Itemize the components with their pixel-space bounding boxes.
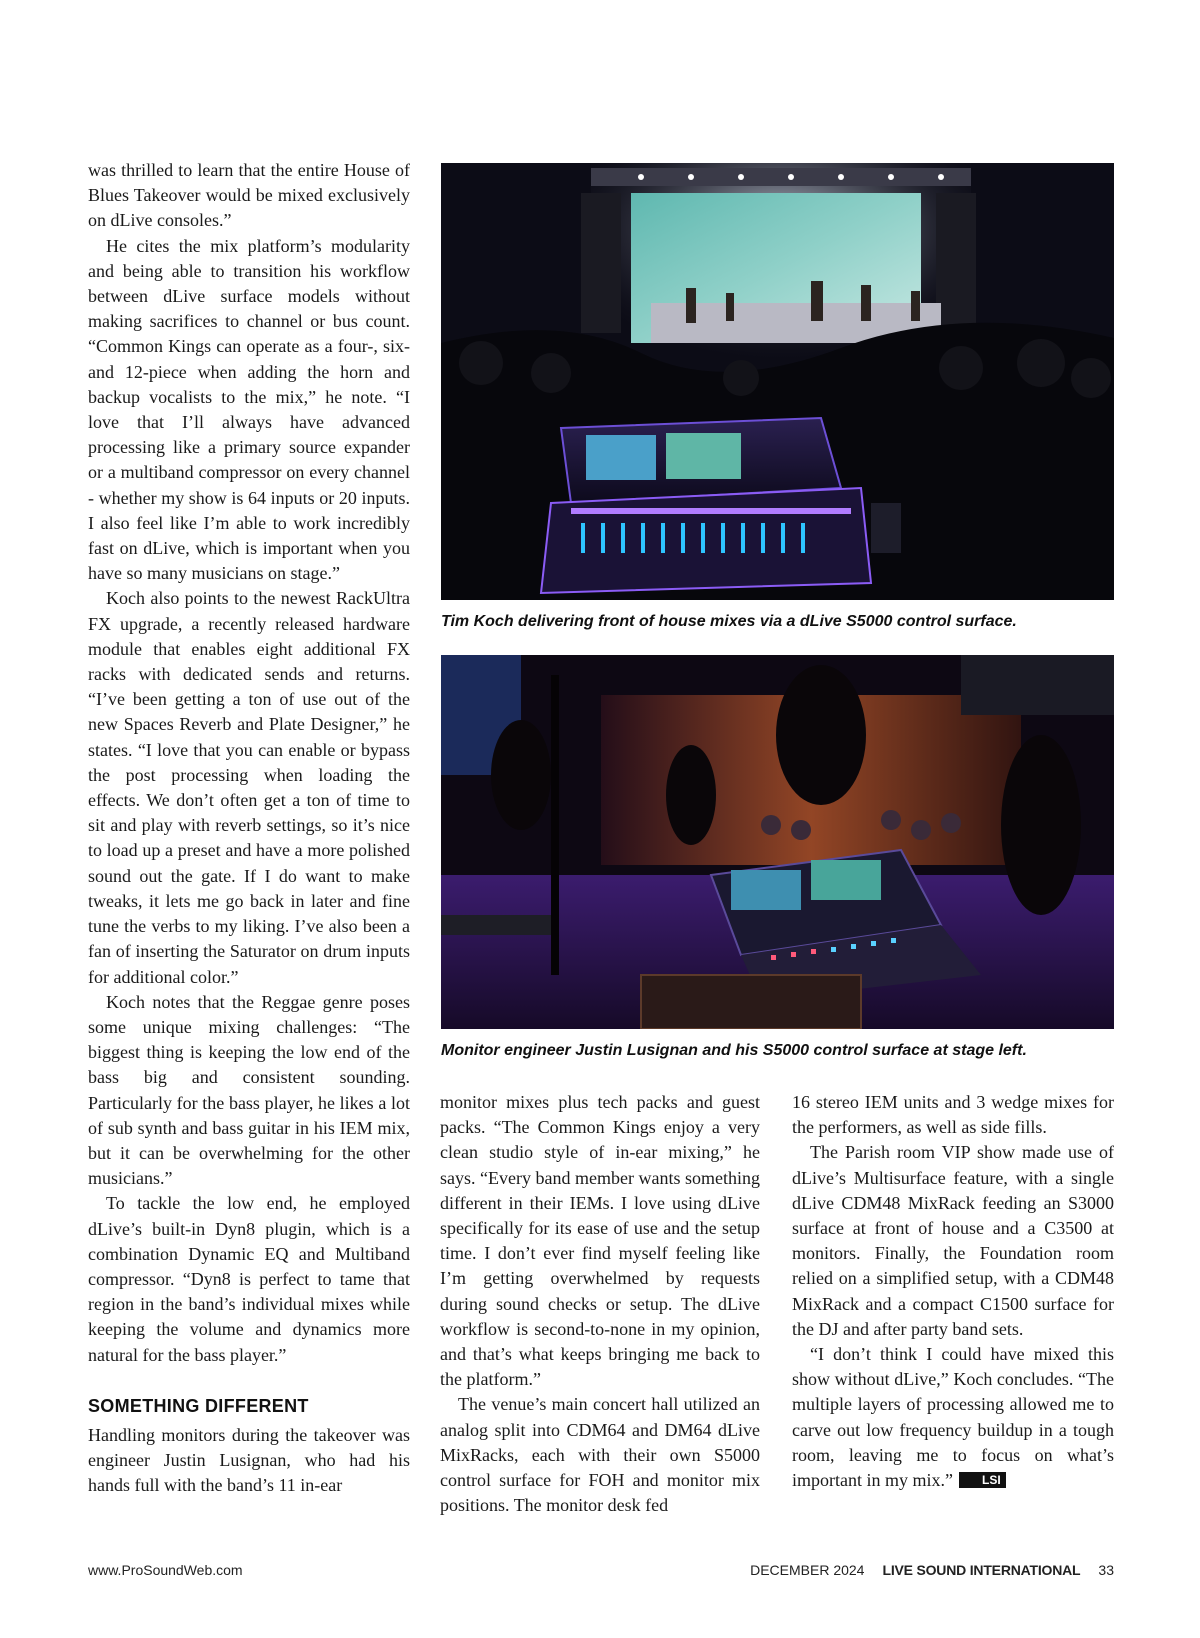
stage-photo-illustration: [441, 655, 1114, 1029]
page-number: 33: [1098, 1562, 1114, 1578]
photo-caption-top: Tim Koch delivering front of house mixes via a dLive S5000 control surface.: [441, 613, 1017, 630]
paragraph: was thrilled to learn that the entire House of Blues Takeover would be mixed exclusively on dLive consoles.”: [88, 160, 410, 231]
paragraph: The venue’s main concert hall utilized an analog split into CDM64 and DM64 dLive MixRacks, each with their own S5000 control surface for FOH and monitor mix positions. The monitor desk fed: [440, 1394, 760, 1516]
paragraph: Koch also points to the newest RackUltra FX upgrade, a recently released hardware module that enables eight additional FX racks with dedicated sends and returns. “I’ve been getting a ton of use out of the new Spaces Reverb and Plate Designer,” he states. “I love that you can enable or bypass the post processing when loading the effects. We don’t often get a ton of time to sit and play with reverb settings, so it’s nice to load up a preset and have a more polished sound out the gate. If I do want to make tweaks, it lets me go back in later and fine tune the verbs to my liking. I’ve also been a fan of inserting the Saturator on drum inputs for additional color.”: [88, 588, 410, 987]
closing-paragraph-text: “I don’t think I could have mixed this show without dLive,” Koch concludes. “The multiple layers of processing allowed me to carve out low frequency buildup in a tough room, leaving me to focus on what’s important in my mix.”: [792, 1344, 1114, 1491]
paragraph: monitor mixes plus tech packs and guest packs. “The Common Kings enjoy a very clean studio style of in-ear mixing,” he says. “Every band member wants something different in their IEMs. I love using dLive specifically for its ease of use and the setup time. I don’t ever find myself feeling like I’m getting overwhelmed by requests during sound checks or setup. The dLive workflow is second-to-none in my opinion, and that’s what keeps bringing me back to the platform.”: [440, 1092, 760, 1390]
paragraph: Koch notes that the Reggae genre poses some unique mixing challenges: “The biggest thing is keeping the low end of the bass big and consistent sounding. Particularly for the bass player, he likes a lot of sub synth and bass guitar in his IEM mix, but it can be overwhelming for the other musicians.”: [88, 991, 410, 1189]
issue-date: DECEMBER 2024: [750, 1562, 865, 1578]
paragraph: He cites the mix platform’s modularity and being able to transition his workflow between dLive surface models without making sacrifices to channel or bus count. “Common Kings can operate as a four-, six- and 12-piece when adding the horn and backup vocalists to the mix,” he note. “I love that I’ll always have advanced processing like a primary source expander or a multiband compressor on every channel - whether my show is 64 inputs or 20 inputs. I also feel like I’m able to work incredibly fast on dLive, which is important when you have so many musicians on stage.”: [88, 235, 410, 584]
footer-website[interactable]: [88, 1562, 243, 1578]
paragraph: To tackle the low end, he employed dLive’s built-in Dyn8 plugin, which is a combination Dynamic EQ and Multiband compressor. “Dyn8 is perfect to tame that region in the band’s individual mixes while keeping the volume and dynamics more natural for the bass player.”: [88, 1193, 410, 1365]
section-subhead: SOMETHING DIFFERENT: [88, 1395, 309, 1416]
photo-monitor-console: [441, 655, 1114, 1029]
paragraph: The Parish room VIP show made use of dLive’s Multisurface feature, with a single dLive CDM48 MixRack feeding an S3000 surface at front of house and a C3500 at monitors. Finally, the Foundation room relied on a simplified setup, with a CDM48 MixRack and a compact C1500 surface for the DJ and after party band sets.: [792, 1142, 1114, 1339]
article-column-middle: [440, 1090, 760, 1518]
article-column-right: [792, 1090, 1114, 1493]
photo-foh-console: [441, 163, 1114, 600]
footer-folio: [732, 1562, 1114, 1578]
concert-photo-illustration: [441, 163, 1114, 600]
paragraph: [792, 1342, 1114, 1493]
photo-caption-bottom: Monitor engineer Justin Lusignan and his S5000 control surface at stage left.: [441, 1042, 1027, 1059]
website-link[interactable]: www.ProSoundWeb.com: [88, 1562, 243, 1578]
article-column-left: [88, 158, 410, 1499]
paragraph: Handling monitors during the takeover was engineer Justin Lusignan, who had his hands full with the band’s 11 in-ear: [88, 1424, 410, 1496]
magazine-name: LIVE SOUND INTERNATIONAL: [882, 1562, 1081, 1578]
end-mark-badge: LSI: [959, 1472, 1006, 1488]
paragraph: 16 stereo IEM units and 3 wedge mixes for the performers, as well as side fills.: [792, 1092, 1114, 1138]
